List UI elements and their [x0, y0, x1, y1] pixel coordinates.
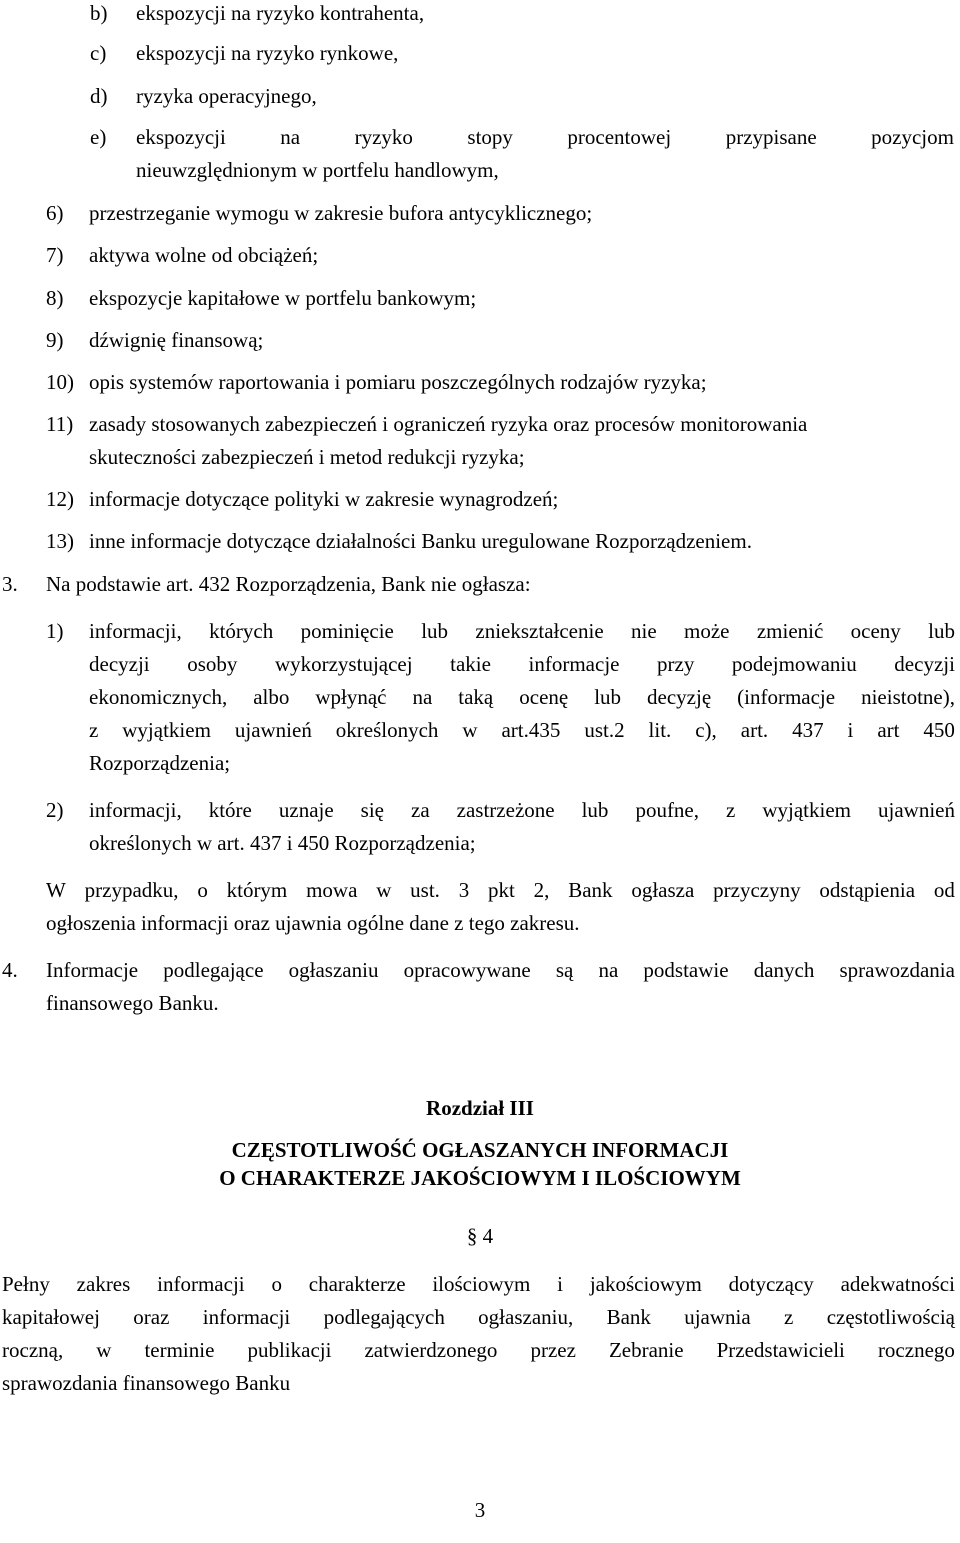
word: takie — [450, 652, 491, 676]
word: oraz — [133, 1305, 170, 1329]
word: częstotliwością — [826, 1305, 955, 1329]
chapter-title: Rozdział III — [426, 1096, 534, 1120]
list-label: 7) — [46, 243, 64, 267]
word: art — [877, 718, 900, 742]
word: Informacje — [46, 958, 139, 982]
word: odstąpienia — [819, 878, 916, 902]
word: od — [933, 878, 955, 902]
word: się — [360, 798, 384, 822]
word: na — [280, 125, 301, 149]
word: ogłasza — [631, 878, 695, 902]
word: osoby — [187, 652, 238, 676]
word: na — [412, 685, 433, 709]
word: ujawnia — [684, 1305, 751, 1329]
note-continuation: ogłoszenia informacji oraz ujawnia ogólne dane z tego zakresu. — [46, 911, 580, 935]
justified-line — [2, 1337, 955, 1363]
word: taką — [458, 685, 494, 709]
word: o — [271, 1272, 282, 1296]
word: 450 — [923, 718, 955, 742]
list-item-continuation: nieuwzględnionym w portfelu handlowym, — [136, 158, 499, 182]
word: którym — [226, 878, 288, 902]
word: i — [847, 718, 854, 742]
word: wykorzystującej — [274, 652, 413, 676]
word: przypisane — [725, 125, 817, 149]
word: albo — [253, 685, 290, 709]
word: ogłaszaniu, — [478, 1305, 574, 1329]
list-item-justified-line — [136, 124, 954, 150]
word: terminie — [144, 1338, 215, 1362]
word: informacji — [202, 1305, 291, 1329]
word: zniekształcenie — [475, 619, 604, 643]
word: sprawozdania — [839, 958, 955, 982]
word: wyjątkiem — [122, 718, 211, 742]
list-label: e) — [90, 125, 107, 149]
word: Bank — [568, 878, 613, 902]
word: rocznego — [877, 1338, 955, 1362]
word: pkt — [488, 878, 515, 902]
justified-line — [2, 1271, 955, 1297]
list-label: c) — [90, 41, 107, 65]
word: uznaje — [278, 798, 334, 822]
word: danych — [753, 958, 815, 982]
list-item-text: ekspozycje kapitałowe w portfelu bankowym; — [89, 286, 477, 310]
list-label: 2) — [46, 798, 64, 822]
word: lit. — [648, 718, 672, 742]
justified-line — [89, 651, 955, 677]
word: podlegających — [323, 1305, 445, 1329]
list-label: 9) — [46, 328, 64, 352]
word: ocenę — [519, 685, 569, 709]
word: jakościowym — [589, 1272, 702, 1296]
word: wpłynąć — [315, 685, 387, 709]
list-item-text: inne informacje dotyczące działalności Banku uregulowane Rozporządzeniem. — [89, 529, 752, 553]
word: Bank — [606, 1305, 651, 1329]
list-item-text: aktywa wolne od obciążeń; — [89, 243, 319, 267]
word: ekspozycji — [136, 125, 226, 149]
word: informacji, — [89, 619, 182, 643]
word: W — [46, 878, 66, 902]
word: 437 — [792, 718, 824, 742]
paragraph-continuation: sprawozdania finansowego Banku — [2, 1371, 291, 1395]
word: informacje — [528, 652, 620, 676]
word: decyzję — [647, 685, 712, 709]
word: ust. — [410, 878, 440, 902]
word: których — [209, 619, 274, 643]
list-label: 11) — [46, 412, 74, 436]
word: przez — [530, 1338, 576, 1362]
list-item-text: ekspozycji na ryzyko kontrahenta, — [136, 1, 425, 25]
word: w — [96, 1338, 112, 1362]
word: Przedstawicieli — [716, 1338, 845, 1362]
word: 2, — [533, 878, 550, 902]
word: przyczyny — [713, 878, 801, 902]
justified-line — [89, 797, 955, 823]
word: stopy — [467, 125, 513, 149]
word: za — [411, 798, 430, 822]
word: pozycjom — [871, 125, 954, 149]
justified-line — [89, 717, 955, 743]
word: ogłaszaniu — [288, 958, 379, 982]
chapter-heading-line2: O CHARAKTERZE JAKOŚCIOWYM I ILOŚCIOWYM — [219, 1166, 741, 1190]
word: w — [462, 718, 478, 742]
word: Pełny — [2, 1272, 50, 1296]
list-label: b) — [90, 1, 108, 25]
word: podlegające — [163, 958, 264, 982]
list-item-text: opis systemów raportowania i pomiaru poszczególnych rodzajów ryzyka; — [89, 370, 707, 394]
word: w — [376, 878, 392, 902]
word: lub — [421, 619, 449, 643]
list-item-text: dźwignię finansową; — [89, 328, 264, 352]
word: zastrzeżone — [456, 798, 555, 822]
word: ust.2 — [584, 718, 625, 742]
justified-line — [89, 684, 955, 710]
word: z — [726, 798, 736, 822]
word: art.435 — [501, 718, 561, 742]
word: informacji — [157, 1272, 245, 1296]
word: c), — [695, 718, 717, 742]
list-item-continuation: określonych w art. 437 i 450 Rozporządzenia; — [89, 831, 476, 855]
word: są — [555, 958, 574, 982]
word: procentowej — [567, 125, 672, 149]
paragraph-mark: § 4 — [466, 1224, 494, 1248]
word: mowa — [306, 878, 358, 902]
word: lub — [928, 619, 955, 643]
word: ujawnień — [234, 718, 312, 742]
word: informacji, — [89, 798, 182, 822]
word: pominięcie — [300, 619, 394, 643]
word: decyzji — [89, 652, 150, 676]
justified-line — [89, 618, 955, 644]
word: nieistotne), — [861, 685, 955, 709]
word: przypadku, — [84, 878, 179, 902]
word: może — [684, 619, 730, 643]
word: z — [784, 1305, 794, 1329]
word: (informacje — [737, 685, 836, 709]
word: nie — [631, 619, 657, 643]
word: decyzji — [894, 652, 955, 676]
word: adekwatności — [840, 1272, 955, 1296]
word: zmienić — [756, 619, 824, 643]
word: dotyczący — [728, 1272, 814, 1296]
word: o — [197, 878, 208, 902]
word: określonych — [335, 718, 439, 742]
word: podejmowaniu — [731, 652, 857, 676]
list-label: d) — [90, 84, 108, 108]
section-label: 3. — [2, 572, 18, 596]
word: 3 — [458, 878, 470, 902]
list-item-continuation: Rozporządzenia; — [89, 751, 231, 775]
word: kapitałowej — [2, 1305, 100, 1329]
word: zatwierdzonego — [364, 1338, 498, 1362]
word: ilościowym — [432, 1272, 531, 1296]
list-item-text: przestrzeganie wymogu w zakresie bufora antycyklicznego; — [89, 201, 593, 225]
list-item-continuation: skuteczności zabezpieczeń i metod redukcji ryzyka; — [89, 445, 525, 469]
word: Zebranie — [608, 1338, 684, 1362]
list-item-text: zasady stosowanych zabezpieczeń i ograniczeń ryzyka oraz procesów monitorowania — [89, 412, 808, 436]
word: lub — [594, 685, 622, 709]
word: wyjątkiem — [762, 798, 851, 822]
word: opracowywane — [403, 958, 531, 982]
list-label: 1) — [46, 619, 64, 643]
word: i — [557, 1272, 564, 1296]
list-label: 12) — [46, 487, 74, 511]
justified-line — [46, 877, 955, 903]
word: z — [89, 718, 99, 742]
list-item-text: ekspozycji na ryzyko rynkowe, — [136, 41, 399, 65]
section-continuation: finansowego Banku. — [46, 991, 219, 1015]
word: na — [598, 958, 619, 982]
word: charakterze — [308, 1272, 406, 1296]
justified-line — [46, 957, 955, 983]
list-label: 13) — [46, 529, 74, 553]
page-number: 3 — [474, 1498, 486, 1522]
word: które — [208, 798, 252, 822]
word: podstawie — [643, 958, 729, 982]
word: art. — [740, 718, 769, 742]
chapter-heading-line1: CZĘSTOTLIWOŚĆ OGŁASZANYCH INFORMACJI — [231, 1138, 729, 1162]
list-label: 8) — [46, 286, 64, 310]
word: oceny — [850, 619, 901, 643]
list-label: 6) — [46, 201, 64, 225]
word: ryzyko — [354, 125, 413, 149]
word: roczną, — [2, 1338, 64, 1362]
justified-line — [2, 1304, 955, 1330]
list-item-text: ryzyka operacyjnego, — [136, 84, 317, 108]
word: lub — [581, 798, 609, 822]
word: publikacji — [247, 1338, 332, 1362]
word: ujawnień — [878, 798, 955, 822]
word: zakres — [76, 1272, 131, 1296]
word: poufne, — [635, 798, 700, 822]
list-item-text: informacje dotyczące polityki w zakresie wynagrodzeń; — [89, 487, 559, 511]
section-text: Na podstawie art. 432 Rozporządzenia, Bank nie ogłasza: — [46, 572, 531, 596]
list-label: 10) — [46, 370, 74, 394]
word: przy — [657, 652, 695, 676]
section-label: 4. — [2, 958, 18, 982]
word: ekonomicznych, — [89, 685, 228, 709]
